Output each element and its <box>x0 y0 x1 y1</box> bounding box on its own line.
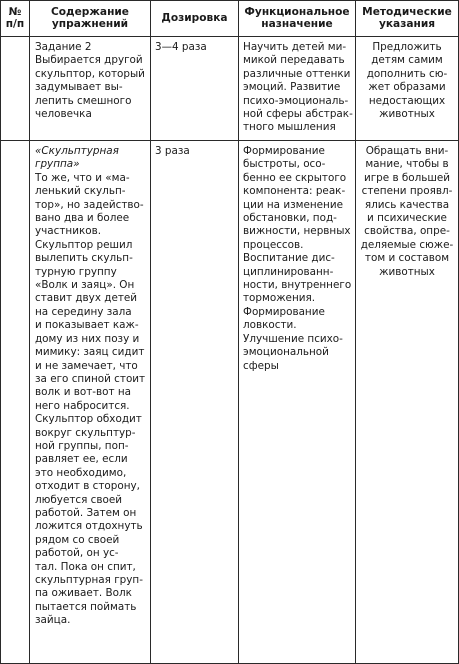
text-line: скульптор, который <box>35 67 145 80</box>
row-2-function <box>243 145 354 373</box>
text-line: и показывает каж- <box>35 319 139 332</box>
text-line: участников. <box>35 225 102 238</box>
row-1-dosage <box>155 41 237 54</box>
header-number <box>1 6 29 30</box>
text-line: степени проявл- <box>361 185 453 198</box>
text-line: процессов. <box>243 238 304 251</box>
header-function-line: назначение <box>261 18 333 30</box>
text-line: микой передавать <box>243 54 345 67</box>
text-line: игре в большей <box>363 171 451 184</box>
text-line: дому из них позу и <box>35 332 140 345</box>
row-2-method <box>356 145 458 279</box>
text-line: эмоций. Развитие <box>243 81 341 94</box>
text-line: ции на изменение <box>243 198 343 211</box>
text-line: любуется своей <box>35 493 122 506</box>
text-line: дополнить сю- <box>366 67 448 80</box>
row-divider <box>0 140 459 141</box>
text-line: турную группу <box>35 265 117 278</box>
row-2-content <box>35 145 149 628</box>
text-line: ставит двух детей <box>35 292 138 305</box>
text-line: свойства, опре- <box>364 225 450 238</box>
text-line: рядом со своей <box>35 533 120 546</box>
text-line: тного мышления <box>243 121 336 134</box>
header-function-line: Функциональное <box>244 6 350 18</box>
text-line: мание, чтобы в <box>365 158 449 171</box>
text-line: это необходимо, <box>35 466 127 479</box>
text-line: эмоциональной <box>243 346 329 359</box>
text-line: мимику: заяц сидит <box>35 346 145 359</box>
text-line: равляет ее, если <box>35 453 128 466</box>
text-line: зайца. <box>35 614 71 627</box>
text-line: на середину зала <box>35 305 132 318</box>
header-content <box>30 6 150 30</box>
header-dosage <box>151 12 238 24</box>
table-border-top <box>0 0 459 1</box>
text-line: и не замечает, что <box>35 359 138 372</box>
text-line: ложится отдохнуть <box>35 520 143 533</box>
text-line: вано два и более <box>35 212 130 225</box>
text-line: задумывает вы- <box>35 81 123 94</box>
text-line: «Скульптурная <box>35 145 119 157</box>
header-method <box>356 6 458 30</box>
row-1-function <box>243 41 354 135</box>
text-line: Научить детей ми- <box>243 41 347 53</box>
column-divider <box>238 0 239 664</box>
text-line: циплинированн- <box>243 265 334 278</box>
text-line: животных <box>379 265 435 278</box>
text-line: Обращать вни- <box>365 145 449 157</box>
text-line: отходит в сторону, <box>35 480 140 493</box>
text-line: Улучшение психо- <box>243 332 343 345</box>
text-line: вокруг скульптур- <box>35 426 136 439</box>
text-line: ной сферы абстрак- <box>243 108 353 121</box>
header-content-line: упражнений <box>51 18 129 30</box>
dosage-value: 3 раза <box>155 145 190 157</box>
header-method-line: Методические <box>362 6 452 18</box>
text-line: компонента: реак- <box>243 185 346 198</box>
text-line: скульптурная груп- <box>35 574 143 586</box>
text-line: обстановки, под- <box>243 212 337 225</box>
text-line: Скульптор решил <box>35 238 133 251</box>
text-line: работой, он ус- <box>35 547 119 560</box>
text-line: Формирование <box>243 145 325 157</box>
column-divider <box>29 0 30 664</box>
text-line: за его спиной стоит <box>35 372 146 385</box>
dosage-value: 3—4 раза <box>155 41 207 53</box>
text-line: деляемые сюже- <box>360 238 454 251</box>
text-line: Выбирается другой <box>35 54 143 67</box>
header-method-line: указания <box>378 18 436 30</box>
text-line: Скульптор обходит <box>35 413 142 426</box>
text-line: животных <box>379 108 435 121</box>
text-line: вылепить скульп- <box>35 252 133 265</box>
text-line: торможения. <box>243 292 316 305</box>
column-divider <box>150 0 151 664</box>
text-line: па оживает. Волк <box>35 587 132 600</box>
text-line: сферы <box>243 359 279 372</box>
text-line: него набросится. <box>35 399 130 412</box>
text-line: Формирование <box>243 305 325 318</box>
text-line: детям самим <box>371 54 443 67</box>
text-line: работой. Затем он <box>35 506 137 519</box>
text-line: «Волк и заяц». Он <box>35 279 135 292</box>
row-1-content <box>35 41 149 121</box>
text-line: группа» <box>35 158 80 171</box>
row-divider <box>0 36 459 37</box>
header-function <box>239 6 355 30</box>
header-number-line: № <box>8 6 22 18</box>
text-line: лепить смешного <box>35 94 132 107</box>
header-number-line: п/п <box>5 18 25 30</box>
text-line: вижности, нервных <box>243 225 351 238</box>
row-1-method <box>356 41 458 121</box>
header-dosage-line: Дозировка <box>161 12 228 24</box>
text-line: и психические <box>367 212 447 225</box>
table-border-left <box>0 0 1 664</box>
text-line: человечка <box>35 108 92 121</box>
text-line: ности, внутреннего <box>243 279 352 292</box>
text-line: тал. Пока он спит, <box>35 560 136 573</box>
text-line: ялись качества <box>364 198 450 211</box>
text-line: различные оттенки <box>243 67 351 80</box>
text-line: жет образами <box>368 81 446 94</box>
text-line: ленький скульп- <box>35 185 126 198</box>
text-line: том и составом <box>364 252 450 265</box>
text-line: Воспитание дис- <box>243 252 335 265</box>
text-line: психо-эмоциональ- <box>243 94 349 107</box>
text-line: волк и вот-вот на <box>35 386 132 399</box>
text-line: То же, что и «ма- <box>35 171 130 184</box>
text-line: Предложить <box>372 41 442 53</box>
row-2-dosage <box>155 145 237 158</box>
text-line: бенно ее скрытого <box>243 171 347 184</box>
text-line: пытается поймать <box>35 600 137 613</box>
text-line: тор», но задейство- <box>35 198 144 211</box>
text-line: ловкости. <box>243 319 297 332</box>
text-line: ной группы, поп- <box>35 439 129 452</box>
header-content-line: Содержание <box>51 6 129 18</box>
text-line: Задание 2 <box>35 41 92 53</box>
text-line: недостающих <box>368 94 446 107</box>
text-line: быстроты, осо- <box>243 158 326 171</box>
